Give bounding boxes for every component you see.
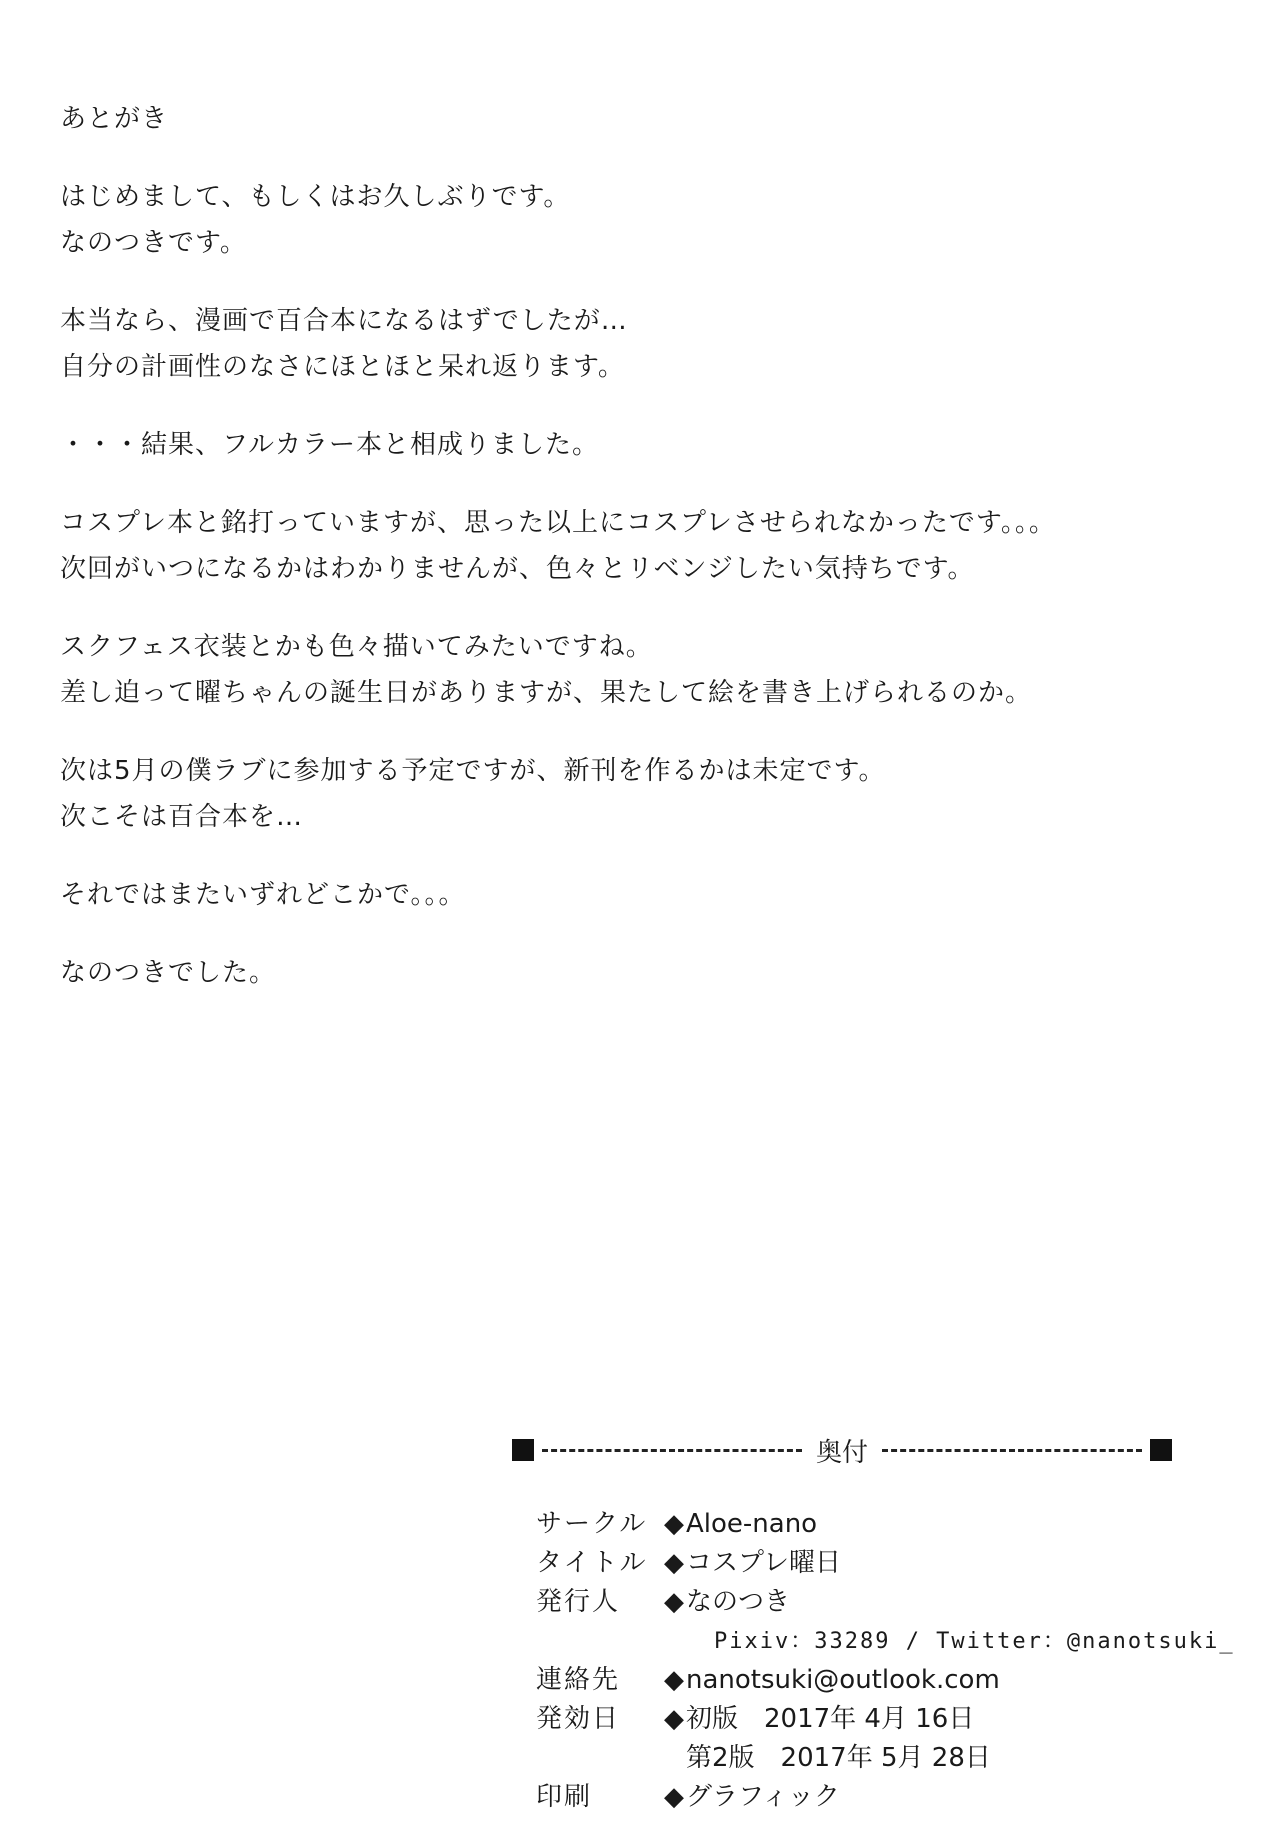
circle-value: Aloe-nano — [686, 1509, 818, 1539]
publisher-label: 発行人 — [536, 1587, 621, 1617]
print-label: 印刷 — [536, 1782, 593, 1812]
afterword-line: スクフェス衣装とかも色々描いてみたいですね。 — [60, 632, 653, 662]
contact-label: 連絡先 — [536, 1665, 621, 1695]
afterword-line: 自分の計画性のなさにほとほと呆れ返ります。 — [60, 352, 625, 382]
colophon-row-contact — [536, 1661, 1256, 1700]
colophon-row-title — [536, 1544, 1256, 1583]
printer-value: グラフィック — [686, 1782, 840, 1812]
diamond-bullet-icon: ◆ — [664, 1548, 684, 1578]
afterword-line: 次こそは百合本を… — [60, 802, 304, 832]
diamond-bullet-icon: ◆ — [664, 1509, 684, 1539]
square-bullet-icon — [1150, 1439, 1172, 1461]
dashed-divider — [882, 1449, 1142, 1452]
issue-date-label: 発効日 — [536, 1704, 621, 1734]
afterword-line: 差し迫って曜ちゃんの誕生日がありますが、果たして絵を書き上げられるのか。 — [60, 678, 1033, 708]
afterword-line: 次は5月の僕ラブに参加する予定ですが、新刊を作るかは未定です。 — [60, 756, 886, 786]
diamond-bullet-icon: ◆ — [664, 1704, 684, 1734]
afterword-line: 本当なら、漫画で百合本になるはずでしたが… — [60, 306, 628, 336]
afterword-line: コスプレ本と銘打っていますが、思った以上にコスプレさせられなかったです。。。 — [60, 508, 1056, 538]
diamond-bullet-icon: ◆ — [664, 1665, 684, 1695]
colophon-row-circle — [536, 1505, 1256, 1544]
colophon-row-publisher — [536, 1583, 1256, 1622]
afterword-line: はじめまして、もしくはお久しぶりです。 — [60, 182, 571, 212]
title-label: タイトル — [536, 1548, 648, 1578]
afterword-line: それではまたいずれどこかで。。。 — [60, 880, 466, 910]
afterword-heading: あとがき — [60, 104, 169, 134]
colophon-title: 奥付 — [816, 1437, 869, 1468]
diamond-bullet-icon: ◆ — [664, 1782, 684, 1812]
colophon-row-second-edition — [536, 1739, 1256, 1778]
social-links: Pixiv：33289 / Twitter：@nanotsuki_ — [714, 1629, 1235, 1654]
publisher-value: なのつき — [686, 1587, 791, 1617]
contact-email: nanotsuki@outlook.com — [686, 1665, 1000, 1695]
dashed-divider — [542, 1449, 802, 1452]
colophon-header — [512, 1430, 1172, 1470]
diamond-bullet-icon: ◆ — [664, 1587, 684, 1617]
afterword-section — [60, 96, 1180, 996]
colophon-row-issue — [536, 1700, 1256, 1739]
first-edition-date: 初版 2017年 4月 16日 — [686, 1704, 975, 1734]
afterword-line: なのつきです。 — [60, 228, 247, 258]
afterword-line: 次回がいつになるかはわかりませんが、色々とリベンジしたい気持ちです。 — [60, 554, 975, 584]
title-value: コスプレ曜日 — [686, 1548, 841, 1578]
colophon-row-print — [536, 1778, 1256, 1817]
afterword-signoff: なのつきでした。 — [60, 958, 277, 988]
colophon-table — [536, 1505, 1256, 1817]
afterword-line: ・・・結果、フルカラー本と相成りました。 — [60, 430, 599, 460]
circle-label: サークル — [536, 1509, 648, 1539]
square-bullet-icon — [512, 1439, 534, 1461]
colophon-row-links — [536, 1622, 1256, 1661]
second-edition-date: 第2版 2017年 5月 28日 — [686, 1743, 991, 1773]
